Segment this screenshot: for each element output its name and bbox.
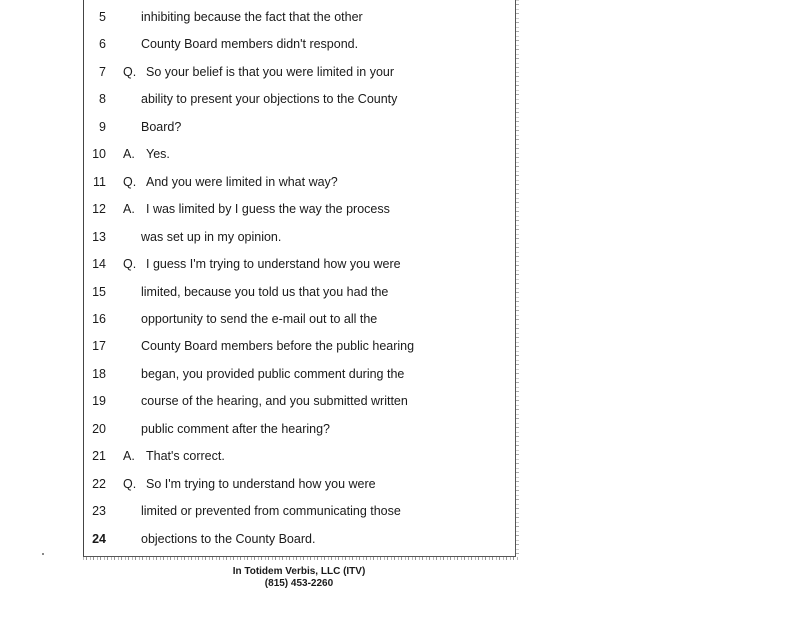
line-text: ability to present your objections to the County [141,92,398,106]
line-number: 10 [92,147,106,161]
transcript-line [0,391,520,411]
line-number: 15 [92,285,106,299]
line-text: County Board members didn't respond. [141,37,359,51]
line-number: 16 [92,312,106,326]
transcript-line [0,282,520,302]
line-number: 22 [92,477,106,491]
transcript-line [0,336,520,356]
line-number: 11 [93,175,106,189]
line-number: 12 [92,202,106,216]
line-number: 19 [92,394,106,408]
line-text: And you were limited in what way? [146,175,338,189]
line-text: So I'm trying to understand how you were [146,477,376,491]
transcript-line [0,364,520,384]
scan-speck [42,553,44,555]
line-number: 9 [99,120,106,134]
line-text: So your belief is that you were limited in your [146,65,395,79]
line-text: objections to the County Board. [141,532,316,546]
line-number: 14 [92,257,106,271]
scan-edge-bottom [83,557,519,560]
qa-marker: Q. [123,257,137,271]
line-text: was set up in my opinion. [141,230,282,244]
qa-marker: A. [123,449,135,463]
footer-company: In Totidem Verbis, LLC (ITV) [232,566,366,577]
line-text: I was limited by I guess the way the process [146,202,390,216]
line-number: 6 [99,37,106,51]
line-number: 21 [92,449,106,463]
transcript-line [0,144,520,164]
qa-marker: Q. [123,477,137,491]
transcript-line [0,117,520,137]
transcript-line [0,89,520,109]
line-text: began, you provided public comment during the [141,367,405,381]
line-number: 7 [99,65,106,79]
transcript-line [0,419,520,439]
line-text: limited, because you told us that you had the [141,285,389,299]
transcript-line [0,309,520,329]
line-text: I guess I'm trying to understand how you were [146,257,401,271]
line-number: 8 [99,92,106,106]
line-text: That's correct. [146,449,225,463]
qa-marker: A. [123,147,135,161]
line-number: 23 [92,504,106,518]
scan-edge-right [516,0,519,556]
transcript-line [0,7,520,27]
transcript-line [0,172,520,192]
line-text: public comment after the hearing? [141,422,330,436]
transcript-line [0,62,520,82]
line-text: Yes. [146,147,170,161]
qa-marker: Q. [123,65,137,79]
transcript-line [0,254,520,274]
line-number: 17 [92,339,106,353]
line-text: Board? [141,120,182,134]
transcript-line [0,34,520,54]
line-text: County Board members before the public hearing [141,339,415,353]
line-text: inhibiting because the fact that the other [141,10,363,24]
transcript-line [0,199,520,219]
line-text: limited or prevented from communicating those [141,504,401,518]
transcript-line [0,501,520,521]
line-number: 20 [92,422,106,436]
line-text: course of the hearing, and you submitted written [141,394,408,408]
transcript-line [0,474,520,494]
line-number: 24 [92,532,106,546]
qa-marker: A. [123,202,135,216]
transcript-line [0,446,520,466]
line-number: 13 [92,230,106,244]
footer-phone: (815) 453-2260 [264,578,334,589]
line-number: 5 [99,10,106,24]
line-number: 18 [92,367,106,381]
line-text: opportunity to send the e-mail out to all the [141,312,378,326]
transcript-line [0,227,520,247]
qa-marker: Q. [123,175,137,189]
transcript-line [0,529,520,549]
